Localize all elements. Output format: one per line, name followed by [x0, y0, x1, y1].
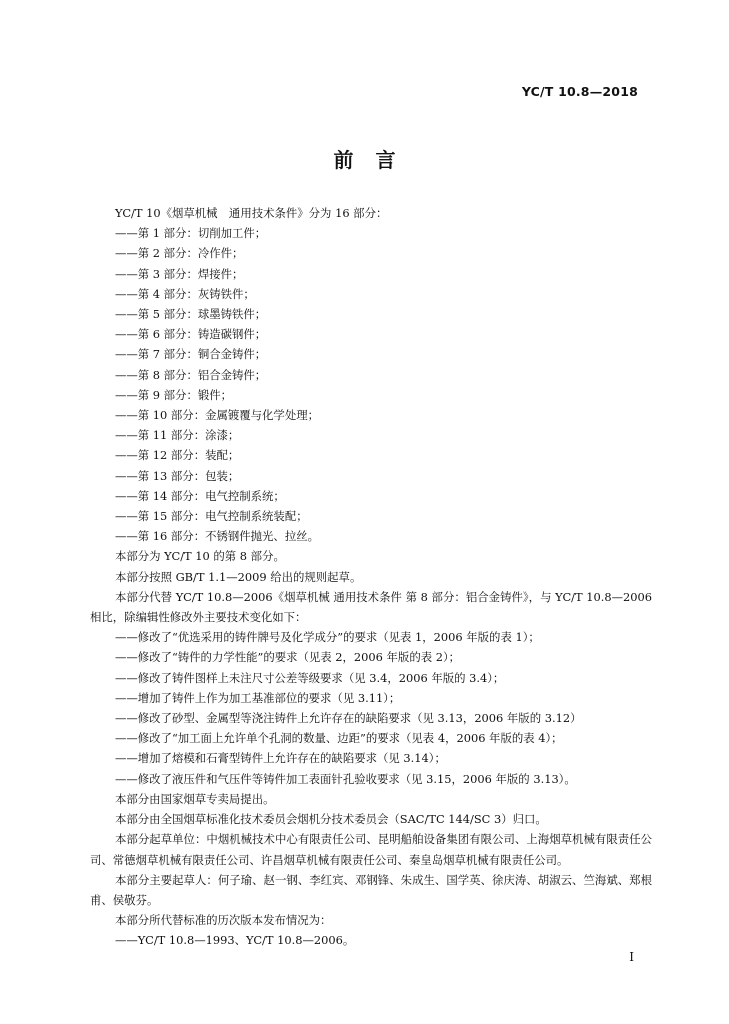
list-item: ——修改了“铸件的力学性能”的要求（见表 2，2006 年版的表 2）； [115, 650, 461, 665]
document-body [90, 203, 652, 951]
list-item: ——增加了熔模和石膏型铸件上允许存在的缺陷要求（见 3.14）； [115, 751, 446, 766]
list-item: ——修改了“加工面上允许单个孔洞的数量、边距”的要求（见表 4，2006 年版的表 4）； [115, 731, 563, 746]
list-item: ——第 4 部分：灰铸铁件； [115, 286, 255, 301]
intro-paragraph: YC/T 10《烟草机械 通用技术条件》分为 16 部分： [115, 206, 388, 220]
list-item: ——修改了砂型、金属型等浇注铸件上允许存在的缺陷要求（见 3.13，2006 年版的 3.12） [115, 711, 582, 726]
list-item: ——第 2 部分：冷作件； [115, 246, 244, 261]
changes-list [90, 627, 652, 789]
list-item: ——第 14 部分：电气控制系统； [115, 488, 285, 503]
list-item: ——第 8 部分：铝合金铸件； [115, 367, 267, 382]
list-item: ——第 11 部分：涂漆； [115, 428, 240, 443]
list-item: ——第 7 部分：铜合金铸件； [115, 347, 267, 362]
list-item: ——增加了铸件上作为加工基准部位的要求（见 3.11）； [115, 690, 401, 705]
list-item: ——第 6 部分：铸造碳钢件； [115, 327, 267, 342]
proposed-by-paragraph: 本部分由国家烟草专卖局提出。 [115, 791, 275, 806]
list-item: ——YC/T 10.8—1993、YC/T 10.8—2006。 [115, 933, 355, 948]
page-title: 前言 [333, 148, 418, 172]
list-item: ——第 12 部分：装配； [115, 448, 240, 463]
list-item: ——第 16 部分：不锈钢件抛光、拉丝。 [115, 529, 319, 544]
drafting-units-paragraph: 本部分起草单位：中烟机械技术中心有限责任公司、昆明船舶设备集团有限公司、上海烟草机械有限责任公司、常德烟草机械有限责任公司、许昌烟草机械有限责任公司、秦皇岛烟草机械有限责任公司。 [90, 832, 652, 867]
replaces-paragraph: 本部分代替 YC/T 10.8—2006《烟草机械 通用技术条件 第 8 部分：铝合金铸件》，与 YC/T 10.8—2006 相比，除编辑性修改外主要技术变化如下： [90, 589, 652, 625]
list-item: ——第 3 部分：焊接件； [115, 266, 244, 281]
list-item: ——修改了铸件图样上未注尺寸公差等级要求（见 3.4，2006 年版的 3.4）； [115, 670, 505, 685]
jurisdiction-paragraph: 本部分由全国烟草标准化技术委员会烟机分技术委员会（SAC/TC 144/SC 3）归口。 [115, 812, 547, 827]
standard-code: YC/T 10.8—2018 [521, 84, 638, 99]
this-part-paragraph: 本部分为 YC/T 10 的第 8 部分。 [115, 549, 285, 564]
list-item: ——第 5 部分：球墨铸铁件； [115, 307, 267, 322]
page-number: I [629, 950, 634, 964]
history-intro-paragraph: 本部分所代替标准的历次版本发布情况为： [115, 913, 332, 928]
list-item: ——第 1 部分：切削加工件； [115, 226, 267, 241]
drafting-rule-paragraph: 本部分按照 GB/T 1.1—2009 给出的规则起草。 [115, 569, 362, 584]
list-item: ——修改了液压件和气压件等铸件加工表面针孔验收要求（见 3.15，2006 年版的 3.13）。 [115, 771, 576, 786]
list-item: ——第 10 部分：金属镀覆与化学处理； [115, 408, 319, 423]
drafters-paragraph: 本部分主要起草人：何子瑜、赵一钢、李红宾、邓钢锋、朱成生、国学英、徐庆涛、胡淑云、竺海斌、郑根甫、侯敬芬。 [90, 872, 652, 907]
parts-list [90, 223, 652, 546]
list-item: ——修改了“优选采用的铸件牌号及化学成分”的要求（见表 1，2006 年版的表 1）； [115, 630, 540, 645]
list-item: ——第 13 部分：包装； [115, 468, 240, 483]
list-item: ——第 15 部分：电气控制系统装配； [115, 509, 308, 524]
list-item: ——第 9 部分：锻件； [115, 387, 233, 402]
